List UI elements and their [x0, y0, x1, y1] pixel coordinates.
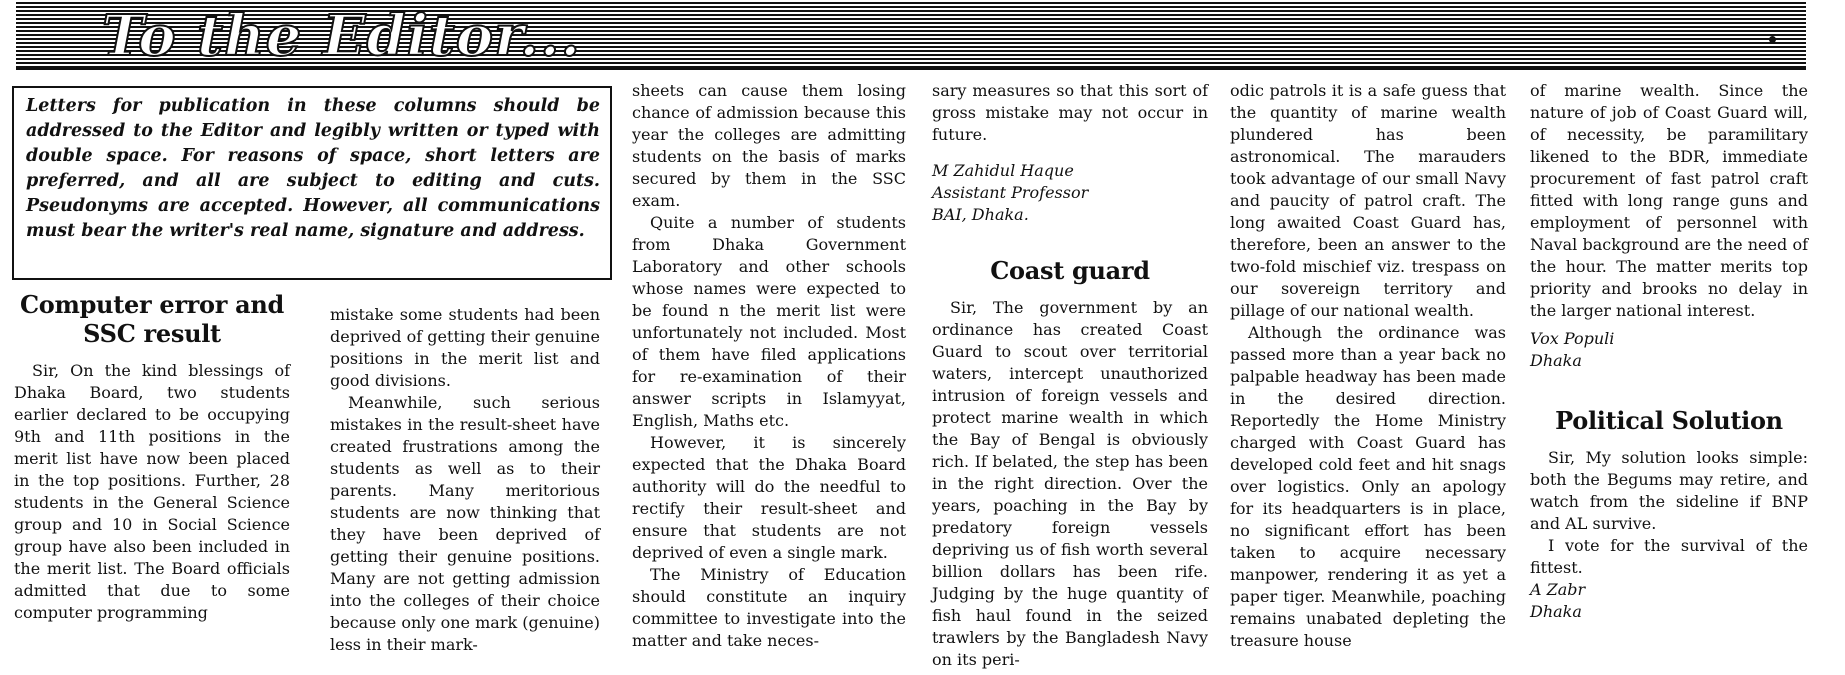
letter-paragraph: Although the ordinance was passed more than a year back no palpable headway has been made in the desired direction. Reportedly the Home Ministry charged with Coast Guard has developed cold feet and hit snags over logistics. Only an apology for its headquarters is in place, no significant effort has been taken to acquire necessary manpower, rendering it as yet a paper tiger. Meanwhile, poaching remains unabated depleting the treasure house [1230, 323, 1506, 650]
letter-paragraph: sheets can cause them losing chance of admission because this year the colleges are admitting students on the basis of marks secured by them in the SSC exam. [632, 81, 906, 210]
signature-place: Dhaka [1530, 351, 1582, 370]
column-2 [330, 304, 600, 656]
letter-paragraph: Sir, The government by an ordinance has created Coast Guard to scout over territorial waters, intercept unauthorized intrusion of foreign vessels and protect marine wealth in which the Bay of Bengal is obviously rich. If belated, the step has been in the right direction. Over the years, poaching in the Bay by predatory foreign vessels depriving us of fish worth several billion dollars has been rife. Judging by the huge quantity of fish haul found in the seized trawlers by the Bangladesh Navy on its peri- [932, 298, 1208, 669]
signature-name: Vox Populi [1530, 329, 1615, 348]
letter-paragraph: Sir, My solution looks simple: both the Begums may retire, and watch from the sideline if BNP and AL survive. [1530, 448, 1808, 533]
letter-paragraph: sary measures so that this sort of gross mistake may not occur in future. [932, 81, 1208, 144]
signature-name: M Zahidul Haque [932, 161, 1074, 180]
letter-paragraph: mistake some students had been deprived of getting their genuine positions in the merit list and good divisions. [330, 305, 600, 390]
letter-paragraph: The Ministry of Education should constitute an inquiry committee to investigate into the matter and take neces- [632, 565, 906, 650]
letter-paragraph: However, it is sincerely expected that the Dhaka Board authority will do the needful to rectify their result-sheet and ensure that students are not deprived of even a single mark. [632, 433, 906, 562]
letter-headline-computer-error: Computer error and SSC result [19, 290, 285, 348]
section-banner [16, 2, 1806, 70]
letter-paragraph: Meanwhile, such serious mistakes in the result-sheet have created frustrations among the students as well as to their parents. Many meritorious students are now thinking that they have been deprived of getting their genuine positions. Many are not getting admission into the colleges of their choice because only one mark (genuine) less in their mark- [330, 393, 600, 654]
letter-paragraph: Sir, On the kind blessings of Dhaka Board, two students earlier declared to be occupying 9th and 11th positions in the merit list have now been placed in the top positions. Further, 28 students in the General Science group and 10 in Social Science group have also been included in the merit list. The Board officials admitted that due to some computer programming [14, 361, 290, 622]
letter-headline-political-solution: Political Solution [1555, 406, 1783, 435]
ink-dot [1769, 36, 1776, 43]
editorial-notice: Letters for publication in these columns should be addressed to the Editor and legibly written or typed with double space. For reasons of space, short letters are preferred, and all are subject to editing and cuts. Pseudonyms are accepted. However, all communications must bear the writer's real name, signature and address. [12, 86, 612, 280]
letter-paragraph: I vote for the survival of the fittest. [1530, 536, 1808, 577]
letter-signature [1530, 328, 1808, 372]
letter-paragraph: Quite a number of students from Dhaka Government Laboratory and other schools whose names were expected to be found n the merit list were unfortunately not included. Most of them have filed applications for re-examination of their answer scripts in Islamyyat, English, Maths etc. [632, 213, 906, 430]
column-5 [1230, 80, 1506, 652]
letter-headline-coast-guard: Coast guard [990, 256, 1150, 285]
letter-paragraph: odic patrols it is a safe guess that the quantity of marine wealth plundered has been astronomical. The marauders took advantage of our small Navy and paucity of patrol craft. The long awaited Coast Guard has, therefore, been an answer to the two-fold mischief viz. trespass on our sovereign territory and pillage of our national wealth. [1230, 81, 1506, 320]
letter-signature [1530, 579, 1808, 623]
column-1 [14, 290, 290, 624]
signature-name: A Zabr [1530, 580, 1586, 599]
column-6 [1530, 80, 1808, 623]
signature-place: BAI, Dhaka. [932, 205, 1029, 224]
section-title: To the Editor... [102, 3, 581, 69]
column-4 [932, 80, 1208, 671]
signature-title: Assistant Professor [932, 183, 1089, 202]
letter-paragraph: of marine wealth. Since the nature of job of Coast Guard will, of necessity, be paramilitary likened to the BDR, immediate procurement of fast patrol craft fitted with long range guns and employment of personnel with Naval background are the need of the hour. The matter merits top priority and brooks no delay in the larger national interest. [1530, 81, 1808, 320]
letter-signature [932, 160, 1208, 226]
signature-place: Dhaka [1530, 602, 1582, 621]
column-3 [632, 80, 906, 652]
